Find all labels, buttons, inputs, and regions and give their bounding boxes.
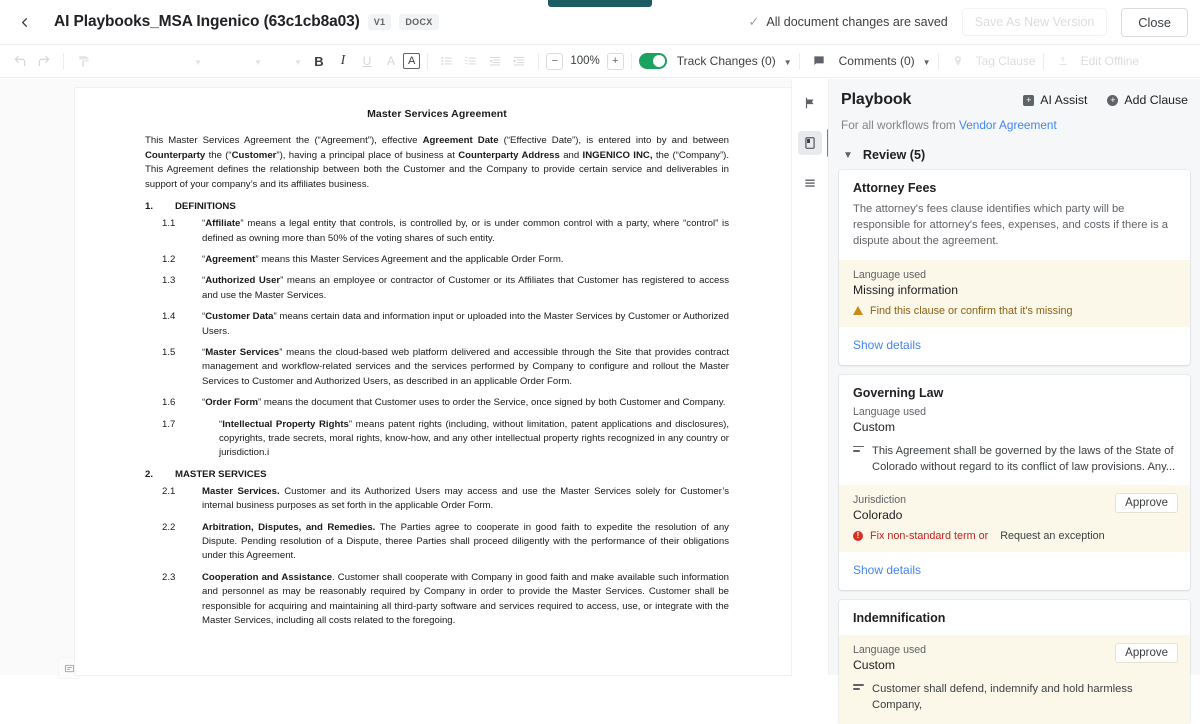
clause-row (145, 418, 729, 461)
clause-row (145, 346, 729, 389)
clause-card-governing-law (839, 375, 1190, 590)
save-status-label: All document changes are saved (766, 15, 948, 29)
clause-row (145, 310, 729, 339)
indent-decrease-icon[interactable] (483, 49, 507, 73)
vendor-agreement-link[interactable]: Vendor Agreement (959, 118, 1057, 132)
clause-card-indemnification (839, 600, 1190, 723)
back-icon[interactable] (10, 8, 38, 36)
divider (1043, 53, 1044, 70)
zoom-out-button[interactable]: − (546, 53, 563, 70)
ai-assist-button[interactable] (1023, 93, 1087, 107)
edit-offline-label[interactable]: Edit Offline (1080, 54, 1140, 68)
tool-rail (791, 79, 828, 675)
approve-button[interactable]: Approve (1115, 493, 1178, 513)
card-title: Indemnification (853, 611, 946, 626)
divider (938, 53, 939, 70)
add-clause-label: Add Clause (1124, 93, 1188, 107)
divider (631, 53, 632, 70)
clause-row (145, 521, 729, 564)
track-changes-toggle[interactable] (639, 53, 667, 69)
show-details-link[interactable]: Show details (853, 563, 922, 578)
card-status-band (839, 260, 1190, 327)
chevron-down-icon: ▼ (254, 57, 262, 67)
chevron-down-icon: ▼ (194, 57, 202, 67)
add-clause-icon: + (1107, 95, 1118, 106)
clause-quote (853, 681, 1176, 713)
comments-label: Comments (0) (838, 54, 915, 68)
redo-icon[interactable] (32, 49, 56, 73)
clause-text: “Affiliate” means a legal entity that controls, is controlled by, or is under common control with a party, where “control” is defined as owning more than 50% of the voting shares of such entity. (202, 218, 729, 244)
sub-value: Colorado (853, 508, 903, 523)
highlight-color-button[interactable]: A (403, 53, 420, 69)
section-number: 2. (145, 468, 154, 480)
playbook-subtitle (841, 118, 1188, 132)
clause-quote (853, 443, 1176, 475)
band-value: Missing information (853, 282, 958, 297)
add-clause-button[interactable] (1107, 93, 1188, 107)
track-changes-label: Track Changes (0) (676, 54, 776, 68)
review-section-label: Review (5) (862, 148, 926, 162)
header-actions (748, 8, 1188, 37)
card-title: Governing Law (853, 385, 944, 400)
zoom-level: 100% (570, 55, 600, 67)
edit-offline-icon[interactable] (1051, 49, 1075, 73)
format-chip: DOCX (399, 14, 438, 30)
clause-text: “Agreement” means this Master Services Agreement and the applicable Order Form. (202, 254, 564, 266)
clause-number: 1.7 (162, 418, 176, 430)
section-heading (145, 469, 729, 480)
numbered-list-icon[interactable] (459, 49, 483, 73)
save-as-new-version-button[interactable]: Save As New Version (962, 8, 1108, 36)
clause-number: 1.3 (162, 275, 176, 287)
playbook-header (839, 91, 1190, 109)
clause-number: 1.6 (162, 397, 176, 409)
document-intro-paragraph: This Master Services Agreement the (“Agreement”), effective Agreement Date (“Effective Date”), is entered into by and between Counterparty the (“Customer”), having a principal place of business at Counterparty Address and INGENICO INC, the (“Company”). This Agreement defines the relationship between both the Customer and the Company to provide certain service and deliverables in support of your company’s and its affiliates business. (145, 135, 730, 190)
undo-icon[interactable] (8, 49, 32, 73)
error-icon: ! (853, 531, 863, 541)
zoom-in-button[interactable]: + (607, 53, 624, 70)
request-exception-link[interactable]: Request an exception (1000, 530, 1105, 543)
section-title: DEFINITIONS (175, 201, 236, 213)
clause-quote-text: Customer shall defend, indemnify and hold harmless Company, (872, 683, 1133, 712)
clause-row (145, 253, 729, 267)
section-title: MASTER SERVICES (175, 468, 267, 480)
clause-number: 1.4 (162, 311, 176, 323)
band-label: Language used (853, 644, 927, 657)
section-number: 1. (145, 201, 154, 213)
sub-label: Jurisdiction (853, 494, 906, 507)
playbook-subtitle-prefix: For all workflows from (841, 118, 959, 132)
comments-icon[interactable] (807, 49, 831, 73)
quote-lines-icon (853, 684, 864, 713)
document-heading: Master Services Agreement (367, 108, 507, 120)
clause-text: Cooperation and Assistance. Customer shall cooperate with Company in good faith and make available such information and personnel as may be reasonably required by Company in order to provide the Master Services. Customer shall be responsible for acquiring and maintaining all third-party software and services required to access, use, or integrate with the Master Services, including all costs related to the foregoing. (202, 571, 729, 626)
clause-number: 1.2 (162, 254, 176, 266)
approve-button[interactable]: Approve (1115, 643, 1178, 663)
save-status (748, 14, 947, 30)
review-section-header[interactable] (843, 148, 1190, 162)
warning-alert-text: Find this clause or confirm that it's missing (870, 304, 1073, 317)
ai-assist-icon: + (1023, 95, 1034, 106)
outline-list-icon[interactable] (798, 171, 822, 195)
warning-triangle-icon (853, 306, 863, 315)
clause-card-attorney-fees (839, 170, 1190, 365)
playbook-title: Playbook (841, 91, 912, 108)
playbook-book-icon[interactable] (798, 131, 822, 155)
show-details-link[interactable]: Show details (853, 337, 922, 352)
error-alert (853, 530, 1176, 542)
clause-row (145, 485, 729, 514)
clause-text: “Order Form” means the document that Customer uses to order the Service, once signed by both Customer and Company. (202, 397, 726, 409)
flag-icon[interactable] (798, 91, 822, 115)
band-value: Custom (853, 419, 895, 434)
check-icon: ✓ (748, 14, 760, 29)
format-paint-icon[interactable] (71, 49, 95, 73)
chevron-down-icon: ▼ (843, 149, 853, 161)
chevron-down-icon: ▼ (294, 57, 302, 67)
card-title: Attorney Fees (853, 181, 937, 195)
error-alert-text[interactable]: Fix non-standard term or (870, 530, 989, 543)
page-title: AI Playbooks_MSA Ingenico (63c1cb8a03) (54, 13, 360, 30)
italic-button[interactable]: I (340, 53, 346, 68)
version-chip: V1 (368, 14, 392, 30)
card-status-band (839, 635, 1190, 723)
section-heading (145, 201, 729, 212)
divider (427, 53, 428, 70)
clause-number: 2.3 (162, 571, 176, 583)
ai-assist-label: AI Assist (1040, 93, 1088, 107)
clause-text: Arbitration, Disputes, and Remedies. The Parties agree to cooperate in good faith to expedite the resolution of any Dispute. Pending resolution of a Dispute, theree Parties shall proceed diligently with the performance of their obligations under this Agreement. (202, 521, 729, 562)
track-changes-chevron-down-icon[interactable]: ▼ (783, 57, 792, 67)
font-family-select[interactable] (95, 50, 207, 73)
clause-number: 2.2 (162, 521, 176, 533)
document-pane (0, 79, 791, 675)
band-label: Language used (853, 405, 927, 418)
tag-clause-label[interactable]: Tag Clause (975, 54, 1036, 68)
band-value: Custom (853, 658, 895, 673)
bold-button[interactable]: B (314, 53, 324, 69)
tag-clause-icon[interactable] (946, 49, 970, 73)
clause-text: Master Services. Customer and its Authorized Users may access and use the Master Services solely for Customer’s internal business purposes as set forth in the applicable Order Form. (202, 485, 730, 512)
clause-number: 1.1 (162, 218, 176, 230)
editor-toolbar (0, 45, 1200, 78)
document-page[interactable] (75, 88, 791, 675)
close-button[interactable]: Close (1121, 8, 1188, 37)
comments-chevron-down-icon[interactable]: ▼ (922, 57, 931, 67)
bulleted-list-icon[interactable] (435, 49, 459, 73)
clause-row (145, 396, 729, 410)
font-size-select[interactable] (207, 50, 267, 73)
text-color-button[interactable]: A (386, 54, 395, 68)
divider (63, 53, 64, 70)
clause-row (145, 274, 729, 303)
top-edge-nub (548, 0, 652, 7)
clause-row (145, 217, 729, 246)
card-status-band (839, 485, 1190, 552)
band-label: Language used (853, 268, 927, 281)
divider (538, 53, 539, 70)
clause-text: “Customer Data” means certain data and information input or uploaded into the Master Services by Customer or Authorized Users. (202, 311, 729, 337)
warning-alert[interactable] (853, 305, 1176, 317)
clause-number: 2.1 (162, 485, 176, 497)
line-spacing-select[interactable] (267, 50, 307, 73)
clause-row (145, 571, 729, 629)
clause-text: “Master Services” means the cloud-based web platform delivered and accessible through the Site that provides contract management and workflow-related services and the services performed by Company to configure and rollout the Master Services to Customer and Authorized Users, as described in an applicable Order Form. (202, 347, 729, 387)
zoom-control (546, 53, 623, 70)
quote-lines-icon (853, 446, 864, 475)
clause-quote-text: This Agreement shall be governed by the laws of the State of Colorado without regard to its conflict of law provisions. Any... (872, 444, 1176, 473)
main-area (0, 79, 1200, 712)
divider (799, 53, 800, 70)
underline-button[interactable]: U (362, 54, 372, 68)
clause-text: “Intellectual Property Rights” means patent rights (including, without limitation, patent applications and disclosures), copyrights, trade secrets, moral rights, know-how, and any other intellectual property rights recognized in any country or jurisdiction.i (219, 418, 729, 459)
indent-increase-icon[interactable] (507, 49, 531, 73)
playbook-panel (828, 79, 1200, 712)
clause-text: “Authorized User” means an employee or contractor of Customer or its Affiliates that Customer has registered to access and use the Master Services. (202, 275, 729, 301)
clause-number: 1.5 (162, 347, 176, 359)
card-description: The attorney's fees clause identifies which party will be responsible for attorney's fees, expenses, and costs if there is a dispute about the agreement. (853, 203, 1168, 248)
